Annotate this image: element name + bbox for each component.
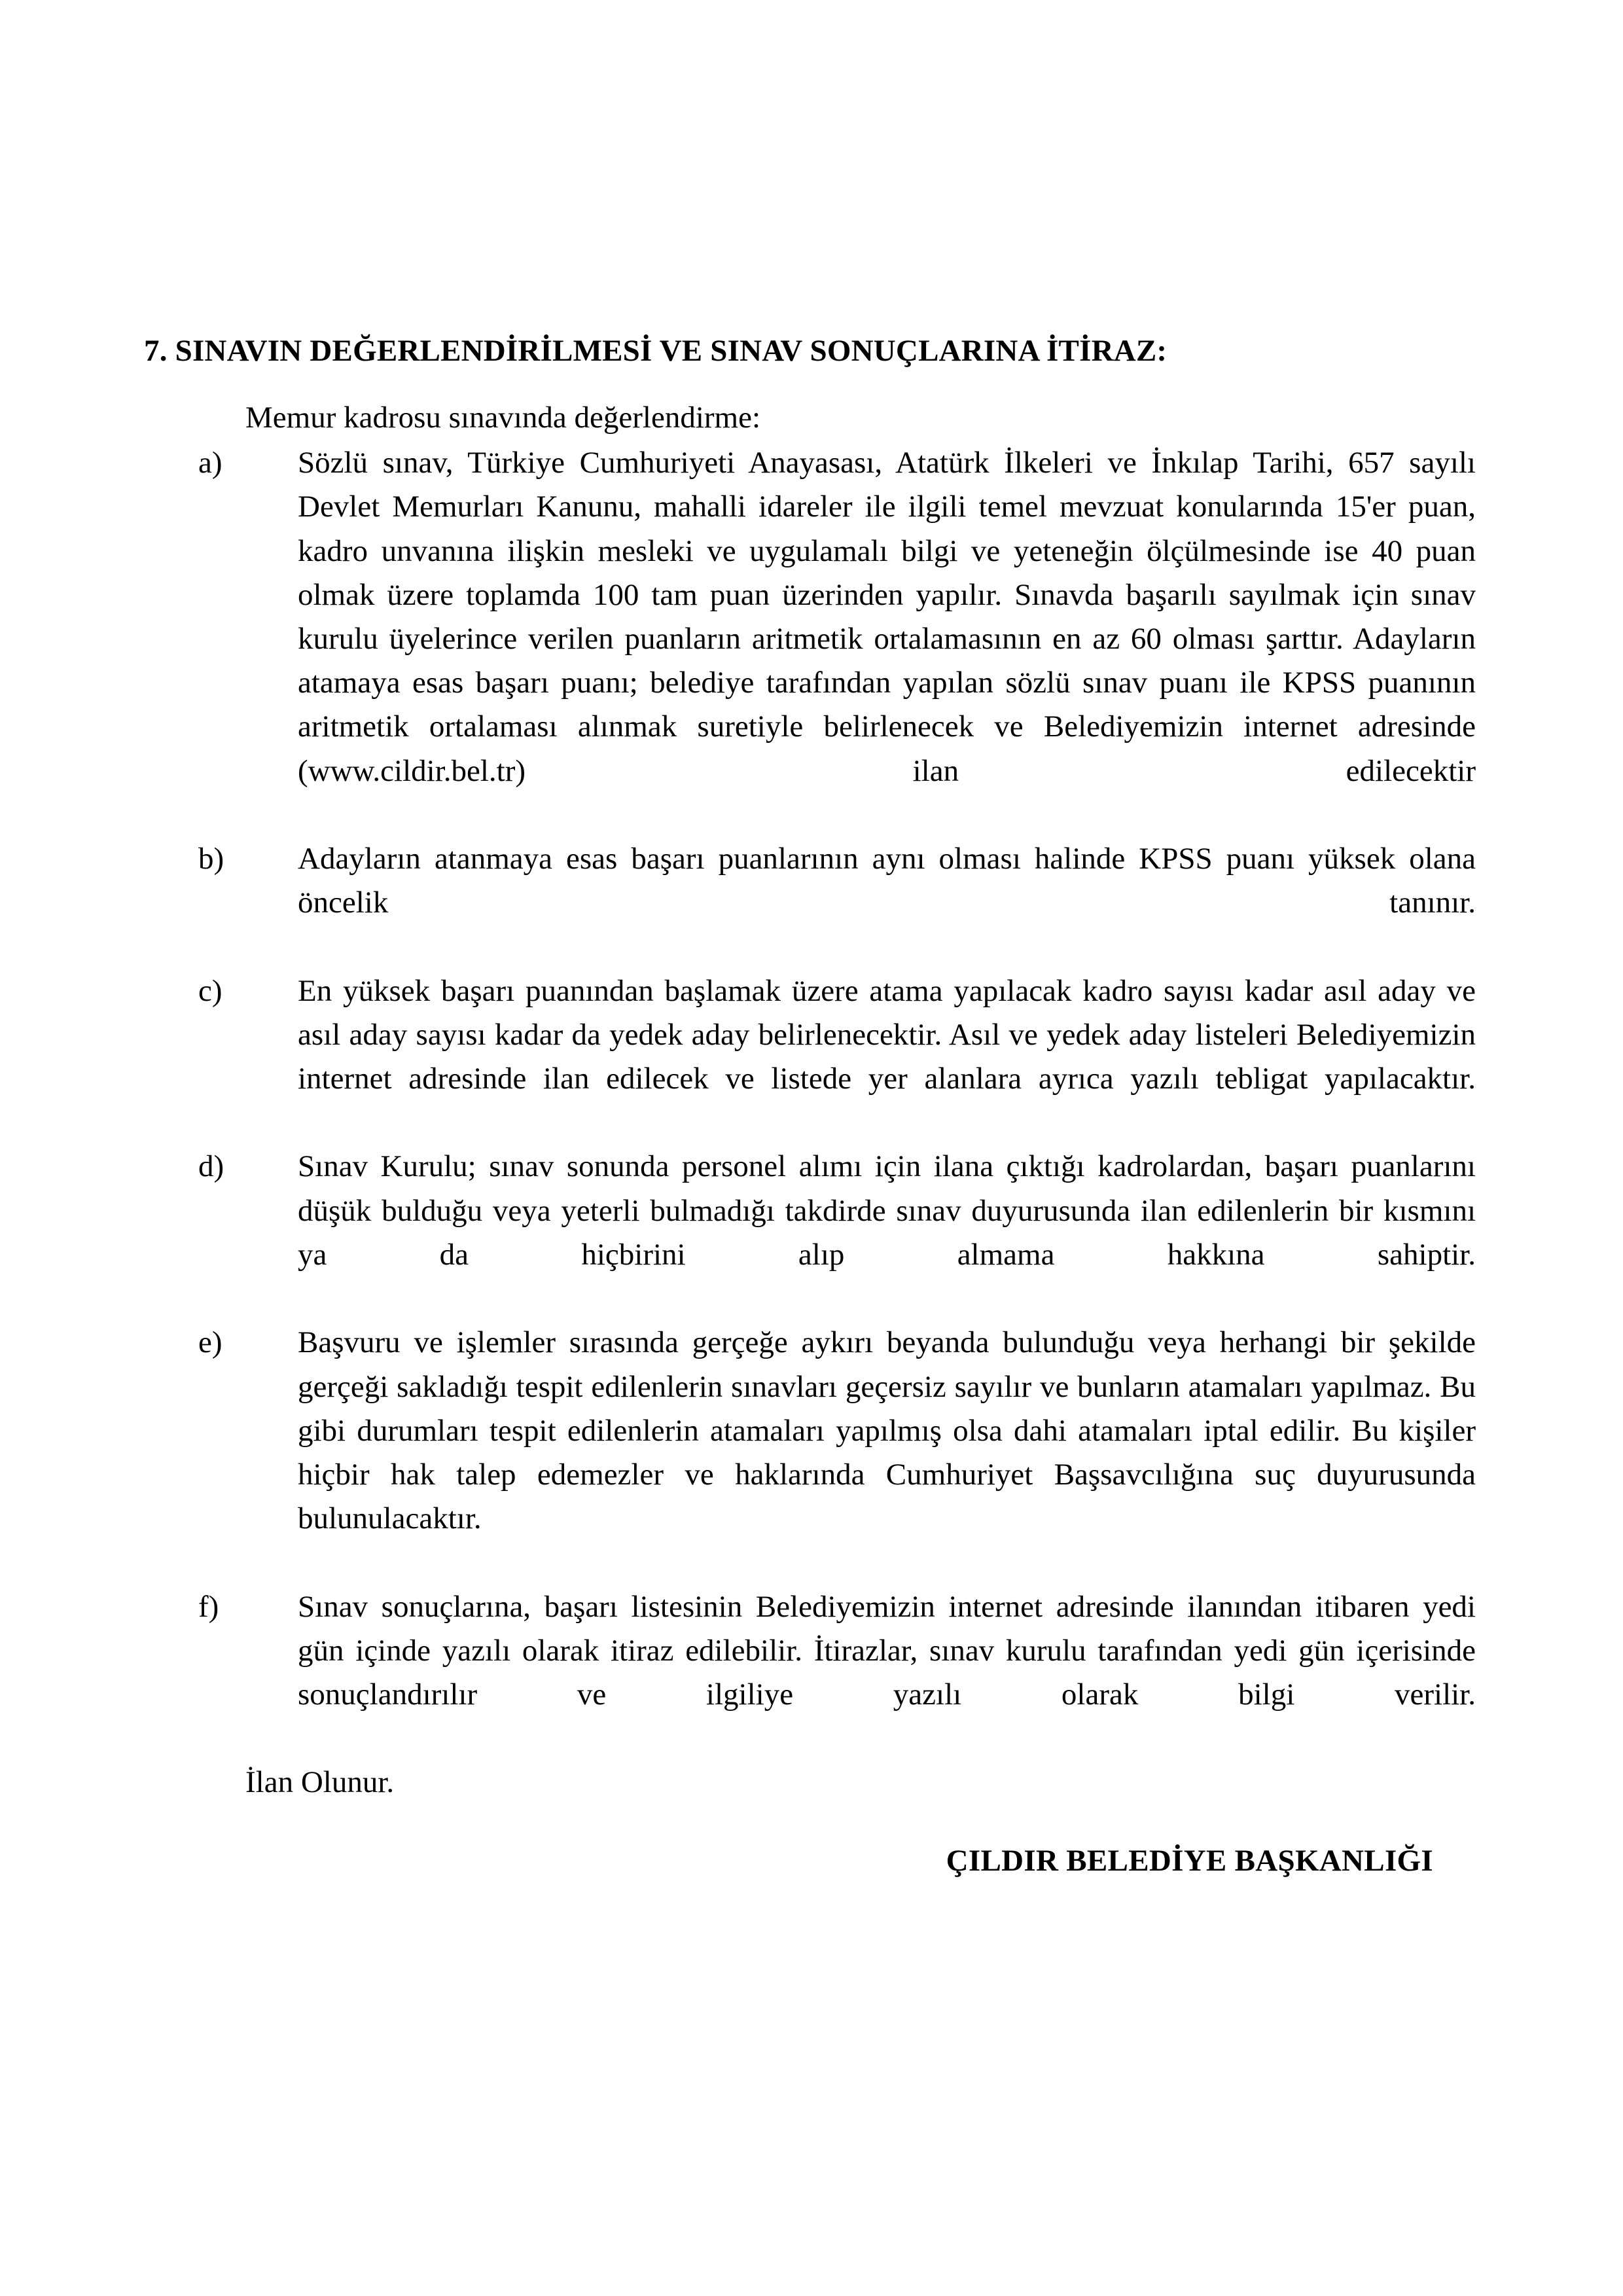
list-item-marker: f) <box>198 1589 219 1624</box>
list-item-marker: d) <box>198 1149 224 1184</box>
closing-line: İlan Olunur. <box>245 1765 395 1800</box>
list-item-marker: a) <box>198 446 223 480</box>
list-item-text: Sınav sonuçlarına, başarı listesinin Belediyemizin internet adresinde ilanından itibaren yedi gün içinde yazılı olarak itiraz edilebilir. İtirazlar, sınav kurulu tarafından yedi gün içerisinde sonuçlandırılır ve ilgiliye yazılı olarak bilgi verilir. <box>298 1589 1476 1712</box>
list-item-marker: c) <box>198 973 223 1008</box>
list-item-text: En yüksek başarı puanından başlamak üzere atama yapılacak kadro sayısı kadar asıl aday ve asıl aday sayısı kadar da yedek aday belirlenecektir. Asıl ve yedek aday listeleri Belediyemizin internet adresinde ilan edilecek ve listede yer alanlara ayrıca yazılı tebligat yapılacaktır. <box>298 973 1476 1096</box>
list-item <box>198 969 1476 1145</box>
list-item <box>198 1585 1476 1761</box>
document-content <box>144 331 1476 1914</box>
list-item-marker: b) <box>198 842 224 876</box>
intro-line: Memur kadrosu sınavında değerlendirme: <box>245 401 761 435</box>
list-item-text: Başvuru ve işlemler sırasında gerçeğe aykırı beyanda bulunduğu veya herhangi bir şekilde gerçeği sakladığı tespit edilenlerin sınavları geçersiz sayılır ve bunların atamaları yapılmaz. Bu gibi durumları tespit edilenlerin atamaları yapılmış olsa dahi atamaları iptal edilir. Bu kişiler hiçbir hak talep edemezler ve haklarında Cumhuriyet Başsavcılığına suç duyurusunda bulunulacaktır. <box>298 1325 1476 1536</box>
list-item-text: Sınav Kurulu; sınav sonunda personel alımı için ilana çıktığı kadrolardan, başarı puanlarını düşük bulduğu veya yeterli bulmadığı takdirde sınav duyurusunda ilan edilenlerin bir kısmını ya da hiçbirini alıp almama hakkına sahiptir. <box>298 1149 1476 1272</box>
list-item-text: Sözlü sınav, Türkiye Cumhuriyeti Anayasası, Atatürk İlkeleri ve İnkılap Tarihi, 657 sayılı Devlet Memurları Kanunu, mahalli idareler ile ilgili temel mevzuat konularında 15'er puan, kadro unvanına ilişkin mesleki ve uygulamalı bilgi ve yeteneğin ölçülmesinde ise 40 puan olmak üzere toplamda 100 tam puan üzerinden yapılır. Sınavda başarılı sayılmak için sınav kurulu üyelerince verilen puanların aritmetik ortalamasının en az 60 olması şarttır. Adayların atamaya esas başarı puanı; belediye tarafından yapılan sözlü sınav puanı ile KPSS puanının aritmetik ortalaması alınmak suretiyle belirlenecek ve Belediyemizin internet adresinde (www.cildir.bel.tr) ilan edilecektir <box>298 446 1476 788</box>
list-item <box>198 1321 1476 1585</box>
list-item-marker: e) <box>198 1325 223 1360</box>
list-item <box>198 441 1476 837</box>
signature-block: ÇILDIR BELEDİYE BAŞKANLIĞI <box>946 1843 1433 1878</box>
document-body <box>144 396 1476 1883</box>
list-item-text: Adayların atanmaya esas başarı puanlarının aynı olması halinde KPSS puanı yüksek olana öncelik tanınır. <box>298 842 1476 920</box>
list-item <box>198 1145 1476 1321</box>
clause-list <box>198 441 1476 1761</box>
page-title: 7. SINAVIN DEĞERLENDİRİLMESİ VE SINAV SONUÇLARINA İTİRAZ: <box>144 334 1168 368</box>
list-item <box>198 837 1476 969</box>
